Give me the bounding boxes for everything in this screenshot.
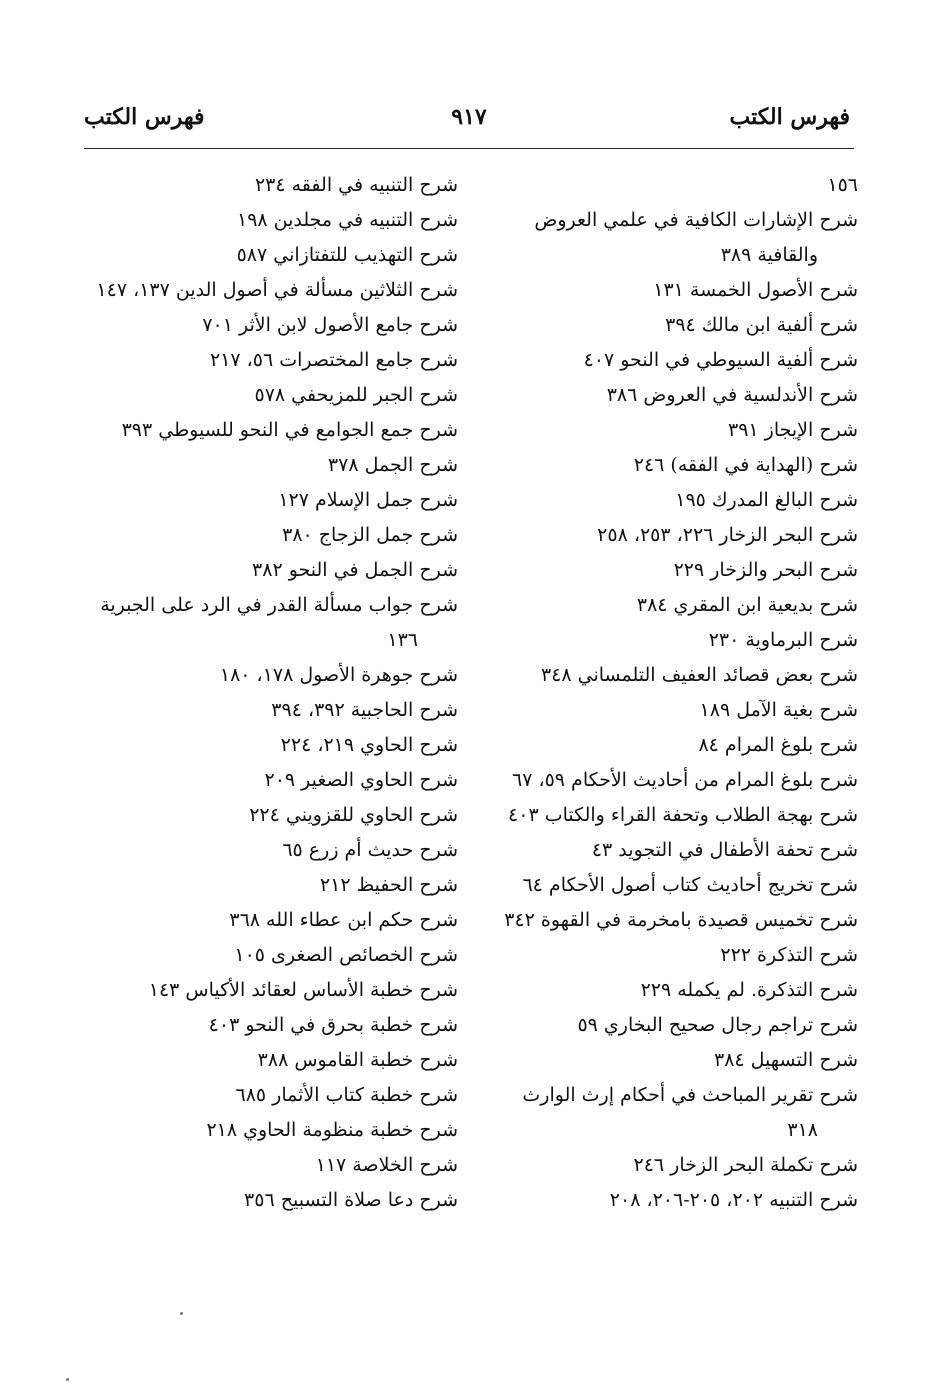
index-entry: شرح خطبة كتاب الأثمار ٦٨٥ [235, 1084, 458, 1106]
index-entry: شرح بغية الآمل ١٨٩ [699, 699, 858, 721]
index-entry: شرح التسهيل ٣٨٤ [713, 1049, 858, 1071]
index-entry: شرح التنبيه ٢٠٢، ٢٠٥-٢٠٦، ٢٠٨ [609, 1189, 858, 1211]
index-entry: شرح تحفة الأطفال في التجويد ٤٣ [591, 839, 858, 861]
index-entry: شرح تراجم رجال صحيح البخاري ٥٩ [577, 1014, 858, 1036]
index-entry: شرح حكم ابن عطاء الله ٣٦٨ [229, 909, 458, 931]
index-entry: شرح التذكرة ٢٢٢ [720, 944, 858, 966]
index-entry: شرح بديعية ابن المقري ٣٨٤ [636, 594, 858, 616]
index-entry: شرح بعض قصائد العفيف التلمساني ٣٤٨ [540, 664, 858, 686]
index-entry: شرح تخميس قصيدة بامخرمة في القهوة ٣٤٢ [504, 909, 858, 931]
index-entry: شرح دعا صلاة التسبيح ٣٥٦ [244, 1189, 458, 1211]
running-title-right: فهرس الكتب [729, 104, 850, 130]
index-entry: شرح خطبة القاموس ٣٨٨ [257, 1049, 458, 1071]
index-entry: شرح ألفية ابن مالك ٣٩٤ [665, 314, 858, 336]
index-entry: شرح تقرير المباحث في أحكام إرث الوارث ٣١٨ [522, 1084, 858, 1141]
index-entry: شرح ألفية السيوطي في النحو ٤٠٧ [583, 349, 858, 371]
index-entry: شرح الجبر للمزيحفي ٥٧٨ [254, 384, 458, 406]
index-entry: شرح البالغ المدرك ١٩٥ [675, 489, 858, 511]
index-entry: شرح الجمل في النحو ٣٨٢ [252, 559, 458, 581]
index-entry: شرح خطبة منظومة الحاوي ٢١٨ [206, 1119, 458, 1141]
index-entry: شرح الحفيظ ٢١٢ [319, 874, 458, 896]
page-number: ٩١٧ [451, 104, 487, 130]
index-entry: شرح (الهداية في الفقه) ٢٤٦ [633, 454, 858, 476]
index-entry: شرح جامع المختصرات ٥٦، ٢١٧ [209, 349, 458, 371]
index-entry: شرح الحاجبية ٣٩٢، ٣٩٤ [271, 699, 458, 721]
index-entry: شرح الإشارات الكافية في علمي العروض والقافية ٣٨٩ [534, 209, 858, 266]
index-entry: شرح الحاوي الصغير ٢٠٩ [264, 769, 458, 791]
index-entry: شرح تكملة البحر الزخار ٢٤٦ [633, 1154, 858, 1176]
scan-speck [180, 1312, 183, 1315]
index-entry: شرح البحر الزخار ٢٢٦، ٢٥٣، ٢٥٨ [597, 524, 858, 546]
index-entry: شرح الأندلسية في العروض ٣٨٦ [606, 384, 858, 406]
index-entry: شرح الأصول الخمسة ١٣١ [653, 279, 858, 301]
index-entry: شرح جامع الأصول لابن الأثر ٧٠١ [202, 314, 458, 336]
running-title-left: فهرس الكتب [84, 104, 205, 130]
index-entry: شرح البحر والزخار ٢٢٩ [673, 559, 858, 581]
index-entry: شرح التنبيه في الفقه ٢٣٤ [254, 174, 458, 196]
index-entry: ١٥٦ [827, 174, 858, 196]
index-entry: شرح الحاوي للقزويني ٢٢٤ [249, 804, 458, 826]
index-entry: شرح جمل الإسلام ١٢٧ [278, 489, 458, 511]
index-entry: شرح خطبة الأساس لعقائد الأكياس ١٤٣ [148, 979, 458, 1001]
index-entry: شرح بلوغ المرام ٨٤ [698, 734, 858, 756]
scan-speck [66, 1378, 69, 1381]
index-entry: شرح الحاوي ٢١٩، ٢٢٤ [280, 734, 458, 756]
index-entry: شرح الثلاثين مسألة في أصول الدين ١٣٧، ١٤٧ [96, 279, 458, 301]
index-entry: شرح الخلاصة ١١٧ [315, 1154, 458, 1176]
index-entry: شرح جوهرة الأصول ١٧٨، ١٨٠ [219, 664, 458, 686]
index-entry: شرح التنبيه في مجلدين ١٩٨ [236, 209, 458, 231]
index-entry: شرح جواب مسألة القدر في الرد على الجبرية ١٣٦ [100, 594, 458, 651]
index-column-right [486, 168, 858, 1218]
index-entry: شرح حديث أم زرع ٦٥ [282, 839, 458, 861]
index-entry: شرح التذكرة. لم يكمله ٢٢٩ [640, 979, 858, 1001]
index-entry: شرح جمع الجوامع في النحو للسيوطي ٣٩٣ [121, 419, 458, 441]
index-entry: شرح الجمل ٣٧٨ [327, 454, 458, 476]
index-entry: شرح الإيجاز ٣٩١ [727, 419, 858, 441]
index-entry: شرح بلوغ المرام من أحاديث الأحكام ٥٩، ٦٧ [512, 769, 858, 791]
index-entry: شرح بهجة الطلاب وتحفة القراء والكتاب ٤٠٣ [508, 804, 858, 826]
index-entry: شرح تخريج أحاديث كتاب أصول الأحكام ٦٤ [522, 874, 858, 896]
index-entry: شرح التهذيب للتفتازاني ٥٨٧ [236, 244, 458, 266]
index-entry: شرح الخصائص الصغرى ١٠٥ [234, 944, 458, 966]
index-column-left [86, 168, 458, 1218]
index-entry: شرح جمل الزجاج ٣٨٠ [282, 524, 458, 546]
index-entry: شرح البرماوية ٢٣٠ [708, 629, 858, 651]
page-header [84, 104, 854, 149]
index-entry: شرح خطبة بحرق في النحو ٤٠٣ [208, 1014, 458, 1036]
